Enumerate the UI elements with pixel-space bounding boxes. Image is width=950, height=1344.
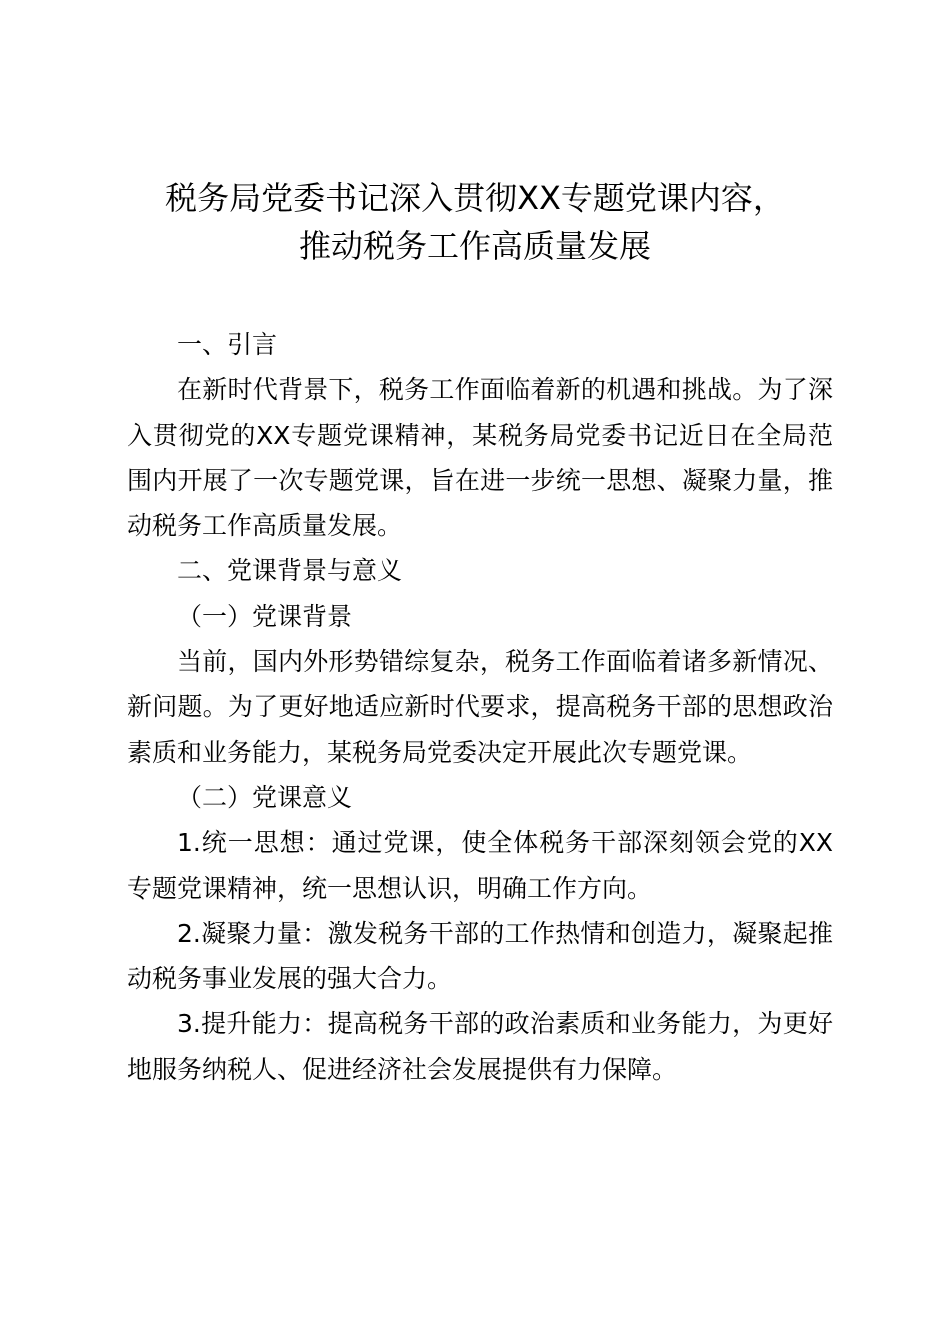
subsection-heading-background: （一）党课背景	[177, 601, 353, 631]
paragraph-intro: 在新时代背景下，税务工作面临着新的机遇和挑战。为了深入贯彻党的XX专题党课精神，某税务局党委书记近日在全局范围内开展了一次专题党课，旨在进一步统一思想、凝聚力量，推动税务工作高质量发展。	[127, 375, 833, 541]
subsection-heading-significance: （二）党课意义	[177, 782, 353, 812]
section-heading-intro: 一、引言	[177, 330, 278, 359]
paragraph-background: 当前，国内外形势错综复杂，税务工作面临着诸多新情况、新问题。为了更好地适应新时代要求，提高税务干部的思想政治素质和业务能力，某税务局党委决定开展此次专题党课。	[127, 647, 833, 767]
list-item-improve-ability: 3.提升能力：提高税务干部的政治素质和业务能力，为更好地服务纳税人、促进经济社会发展提供有力保障。	[127, 1009, 833, 1084]
document-body	[127, 322, 833, 1092]
list-item-unify-thought: 1.统一思想：通过党课，使全体税务干部深刻领会党的XX专题党课精神，统一思想认识，明确工作方向。	[127, 828, 833, 903]
list-item-gather-strength: 2.凝聚力量：激发税务干部的工作热情和创造力，凝聚起推动税务事业发展的强大合力。	[127, 918, 833, 994]
section-heading-background: 二、党课背景与意义	[177, 556, 403, 586]
document-title-line-2: 推动税务工作高质量发展	[298, 227, 651, 265]
document-title-line-1: 税务局党委书记深入贯彻XX专题党课内容，	[165, 179, 785, 217]
